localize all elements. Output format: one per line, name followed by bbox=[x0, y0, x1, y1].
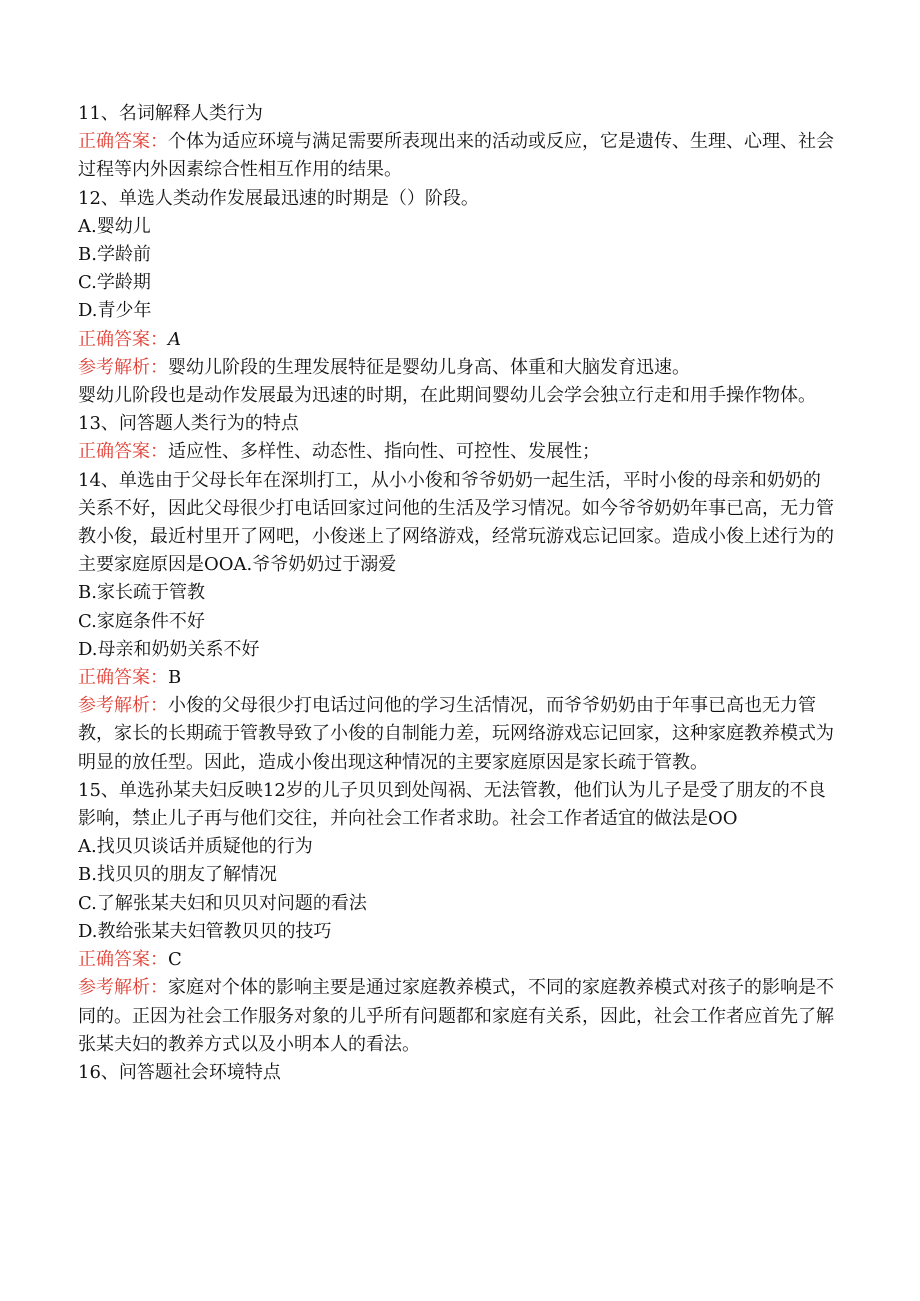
option-12-d: D.青少年 bbox=[78, 300, 152, 322]
answer-label: 正确答案： bbox=[78, 667, 168, 689]
answer-text: B bbox=[168, 667, 182, 689]
answer-text: 适应性、多样性、动态性、指向性、可控性、发展性； bbox=[168, 441, 600, 463]
question-14: 14、单选由于父母长年在深圳打工，从小小俊和爷爷奶奶一起生活，平时小俊的母亲和奶奶的关系不好，因此父母很少打电话回家过问他的生活及学习情况。如今爷爷奶奶年事已高，无力管教小俊，最近村里开了网吧，小俊迷上了网络游戏，经常玩游戏忘记回家。造成小俊上述行为的主要家庭原因是OOA.爷爷奶奶过于溺爱 bbox=[78, 469, 834, 576]
question-15: 15、单选孙某夫妇反映12岁的儿子贝贝到处闯祸、无法管教，他们认为儿子是受了朋友的不良影响，禁止儿子再与他们交往，并向社会工作者求助。社会工作者适宜的做法是OO bbox=[78, 779, 826, 830]
analysis-15 bbox=[78, 974, 838, 1059]
option-15-b: B.找贝贝的朋友了解情况 bbox=[78, 864, 277, 886]
answer-11 bbox=[78, 128, 838, 184]
answer-label: 正确答案： bbox=[78, 131, 168, 153]
answer-text: A bbox=[168, 328, 181, 350]
answer-label: 正确答案： bbox=[78, 949, 168, 971]
answer-12 bbox=[78, 326, 838, 354]
analysis-text: 家庭对个体的影响主要是通过家庭教养模式，不同的家庭教养模式对孩子的影响是不同的。正因为社会工作服务对象的儿乎所有问题都和家庭有关系，因此，社会工作者应首先了解张某夫妇的教养方式以及小明本人的看法。 bbox=[78, 977, 834, 1055]
option-15-c: C.了解张某夫妇和贝贝对问题的看法 bbox=[78, 892, 367, 914]
answer-14 bbox=[78, 664, 838, 692]
option-14-c: C.家庭条件不好 bbox=[78, 610, 205, 632]
analysis-14 bbox=[78, 692, 838, 777]
option-14-b: B.家长疏于管教 bbox=[78, 582, 205, 604]
question-13: 13、问答题人类行为的特点 bbox=[78, 413, 299, 435]
analysis-label: 参考解析： bbox=[78, 356, 168, 378]
question-11: 11、名词解释人类行为 bbox=[78, 103, 263, 124]
option-15-d: D.教给张某夫妇管教贝贝的技巧 bbox=[78, 920, 332, 942]
analysis-12-extra: 婴幼儿阶段也是动作发展最为迅速的时期，在此期间婴幼儿会学会独立行走和用手操作物体。 bbox=[78, 385, 816, 407]
analysis-label: 参考解析： bbox=[78, 977, 168, 999]
analysis-label: 参考解析： bbox=[78, 695, 168, 717]
question-16: 16、问答题社会环境特点 bbox=[78, 1061, 281, 1083]
option-12-b: B.学龄前 bbox=[78, 244, 151, 266]
option-12-c: C.学龄期 bbox=[78, 272, 151, 294]
answer-label: 正确答案： bbox=[78, 441, 168, 463]
answer-15 bbox=[78, 946, 838, 974]
answer-13 bbox=[78, 438, 838, 466]
option-12-a: A.婴幼儿 bbox=[78, 215, 151, 237]
answer-text: C bbox=[168, 949, 182, 971]
document-page bbox=[78, 100, 838, 1087]
question-12: 12、单选人类动作发展最迅速的时期是（）阶段。 bbox=[78, 187, 479, 209]
analysis-text: 婴幼儿阶段的生理发展特征是婴幼儿身高、体重和大脑发育迅速。 bbox=[168, 356, 690, 378]
option-15-a: A.找贝贝谈话并质疑他的行为 bbox=[78, 836, 313, 858]
option-14-d: D.母亲和奶奶关系不好 bbox=[78, 638, 260, 660]
analysis-text: 小俊的父母很少打电话过问他的学习生活情况，而爷爷奶奶由于年事已高也无力管教，家长的长期疏于管教导致了小俊的自制能力差，玩网络游戏忘记回家，这种家庭教养模式为明显的放任型。因此，造成小俊出现这种情况的主要家庭原因是家长疏于管教。 bbox=[78, 695, 834, 773]
answer-text: 个体为适应环境与满足需要所表现出来的活动或反应，它是遗传、生理、心理、社会过程等内外因素综合性相互作用的结果。 bbox=[78, 131, 834, 181]
answer-label: 正确答案： bbox=[78, 328, 168, 350]
analysis-12 bbox=[78, 354, 838, 382]
